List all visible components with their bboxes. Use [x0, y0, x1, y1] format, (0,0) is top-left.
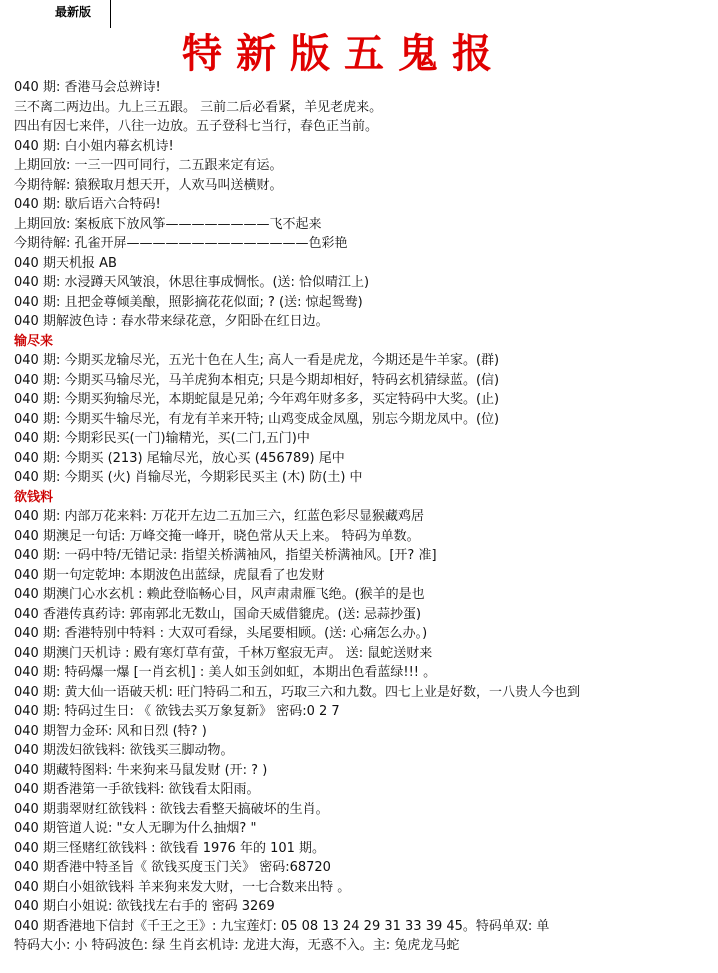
header-tag: 最新版 — [55, 5, 92, 19]
text-line: 今期待解: 孔雀开屏——————————————色彩艳 — [14, 236, 348, 251]
text-line: 040 期白小姐欲钱料 羊来狗来发大财，一七合数来出特 。 — [14, 879, 351, 895]
text-line: 040 期: 水浸蹲天风皱浪，休思往事成惆怅。(送: 恰似晴江上) — [14, 275, 370, 290]
text-line: 040 香港传真药诗: 郭南郭北无数山，国命天威借貔虎。(送: 忌蒜抄蛋) — [14, 606, 422, 622]
hk-poem-block — [14, 78, 714, 137]
text-line: 040 期: 黄大仙一语破天机: 旺门特码二和五，巧取三六和九数。四七上业是好数，一八贵人今也到 — [14, 684, 580, 700]
text-line: 上期回放: 一三一四可同行，二五跟来定有运。 — [14, 158, 283, 173]
text-line: 040 期香港地下信封《千王之王》: 九宝莲灯: 05 08 13 24 29 31 33 39 45。特码单双: 单 — [14, 918, 550, 934]
text-line: 040 期管道人说: "女人无聊为什么抽烟? " — [14, 821, 257, 836]
text-line: 040 期一句定乾坤: 本期波色出蓝绿，虎鼠看了也发财 — [14, 567, 325, 583]
text-line: 040 期白小姐说: 欲钱找左右手的 密码 3269 — [14, 899, 275, 914]
text-line: 040 期: 且把金尊倾美酿，照影摘花花似面; ? (送: 惊起鸳鸯) — [14, 294, 363, 310]
text-line: 040 期: 特码爆一爆 [一肖玄机] : 美人如玉剑如虹，本期出色看蓝绿!!! 。 — [14, 665, 437, 680]
text-line: 040 期: 香港马会总辨诗! — [14, 80, 161, 95]
text-line: 040 期解波色诗 : 春水带来绿花意，夕阳卧在红日边。 — [14, 314, 329, 329]
bai-poem-block — [14, 137, 714, 196]
text-line: 040 期: 今期买龙输尽光，五光十色在人生; 高人一看是虎龙，今期还是牛羊家。(群) — [14, 353, 500, 368]
text-line: 040 期藏特图料: 牛来狗来马鼠发财 (开: ? ) — [14, 762, 268, 778]
text-line: 040 期: 内部万花来料: 万花开左边二五加三六，红蓝色彩尽显猴藏鸡居 — [14, 509, 424, 524]
text-line: 040 期香港中特圣旨《 欲钱买度玉门关》 密码:68720 — [14, 860, 331, 875]
text-line: 040 期三怪赌红欲钱料 : 欲钱看 1976 年的 101 期。 — [14, 840, 326, 856]
text-line: 上期回放: 案板底下放风筝————————飞不起来 — [14, 216, 322, 232]
text-line: 今期待解: 猿猴取月想天开，人欢马叫送横财。 — [14, 177, 283, 193]
text-line: 040 期澳门天机诗 : 殿有寒灯草有萤，千林万壑寂无声。 送: 鼠蛇送财来 — [14, 645, 433, 661]
text-line: 040 期泼妇欲钱料: 欲钱买三脚动物。 — [14, 743, 234, 758]
text-line: 特码大小: 小 特码波色: 绿 生肖玄机诗: 龙进大海，无惑不入。主: 兔虎龙马蛇 — [14, 938, 460, 953]
page-title: 特新版五鬼报 — [182, 30, 506, 77]
text-line: 040 期: 今期买牛输尽光，有龙有羊来开特; 山鸡变成金凤凰，别忘今期龙凤中。(位) — [14, 411, 500, 427]
text-line: 三不离二两边出。九上三五跟。 三前二后必看紧，羊见老虎来。 — [14, 99, 383, 115]
text-line: 040 期澳足一句话: 万峰交掩一峰开，晓色常从天上来。 特码为单数。 — [14, 528, 420, 544]
text-line: 040 期澳门心水玄机 : 赖此登临畅心目，风声肃肃雁飞绝。(猴羊的是也 — [14, 587, 425, 602]
lose-block — [14, 351, 714, 488]
riddle-block — [14, 195, 714, 332]
text-line: 040 期: 今期买 (213) 尾输尽光，放心买 (456789) 尾中 — [14, 450, 345, 466]
text-line: 040 期: 今期买狗输尽光，本期蛇鼠是兄弟; 今年鸡年财多多，买定特码中大奖。(止) — [14, 392, 500, 407]
content — [14, 78, 714, 956]
text-line: 040 期: 今期彩民买(一门)输精光，买(二门,五门)中 — [14, 431, 310, 446]
header-divider — [110, 0, 111, 28]
text-line: 040 期: 歇后语六合特码! — [14, 197, 161, 212]
text-line: 040 期香港第一手欲钱料: 欲钱看太阳雨。 — [14, 782, 260, 797]
text-line: 040 期天机报 AB — [14, 255, 117, 271]
text-line: 040 期: 一码中特/无错记录: 指望关桥满袖风，指望关桥满袖风。[开? 准] — [14, 548, 437, 563]
text-line: 040 期: 今期买 (火) 肖输尽光，今期彩民买主 (木) 防(土) 中 — [14, 470, 363, 485]
text-line: 040 期翡翠财红欲钱料 : 欲钱去看整天搞破坏的生肖。 — [14, 801, 329, 817]
section-win-heading: 欲钱料 — [14, 489, 54, 505]
text-line: 040 期: 今期买马输尽光，马羊虎狗本相克; 只是今期却相好，特码玄机猜绿蓝。(信) — [14, 372, 500, 388]
text-line: 四出有因七来伴，八往一边放。五子登科七当行，春色正当前。 — [14, 119, 379, 134]
win-block — [14, 507, 714, 956]
text-line: 040 期: 白小姐内幕玄机诗! — [14, 138, 174, 154]
section-lose-heading: 输尽来 — [14, 333, 54, 349]
text-line: 040 期: 特码过生日: 《 欲钱去买万象复新》 密码:0 2 7 — [14, 704, 340, 719]
text-line: 040 期: 香港特别中特料 : 大双可看绿，头尾要相顾。(送: 心痛怎么办。) — [14, 626, 428, 641]
text-line: 040 期智力金环: 风和日烈 (特? ) — [14, 723, 207, 739]
